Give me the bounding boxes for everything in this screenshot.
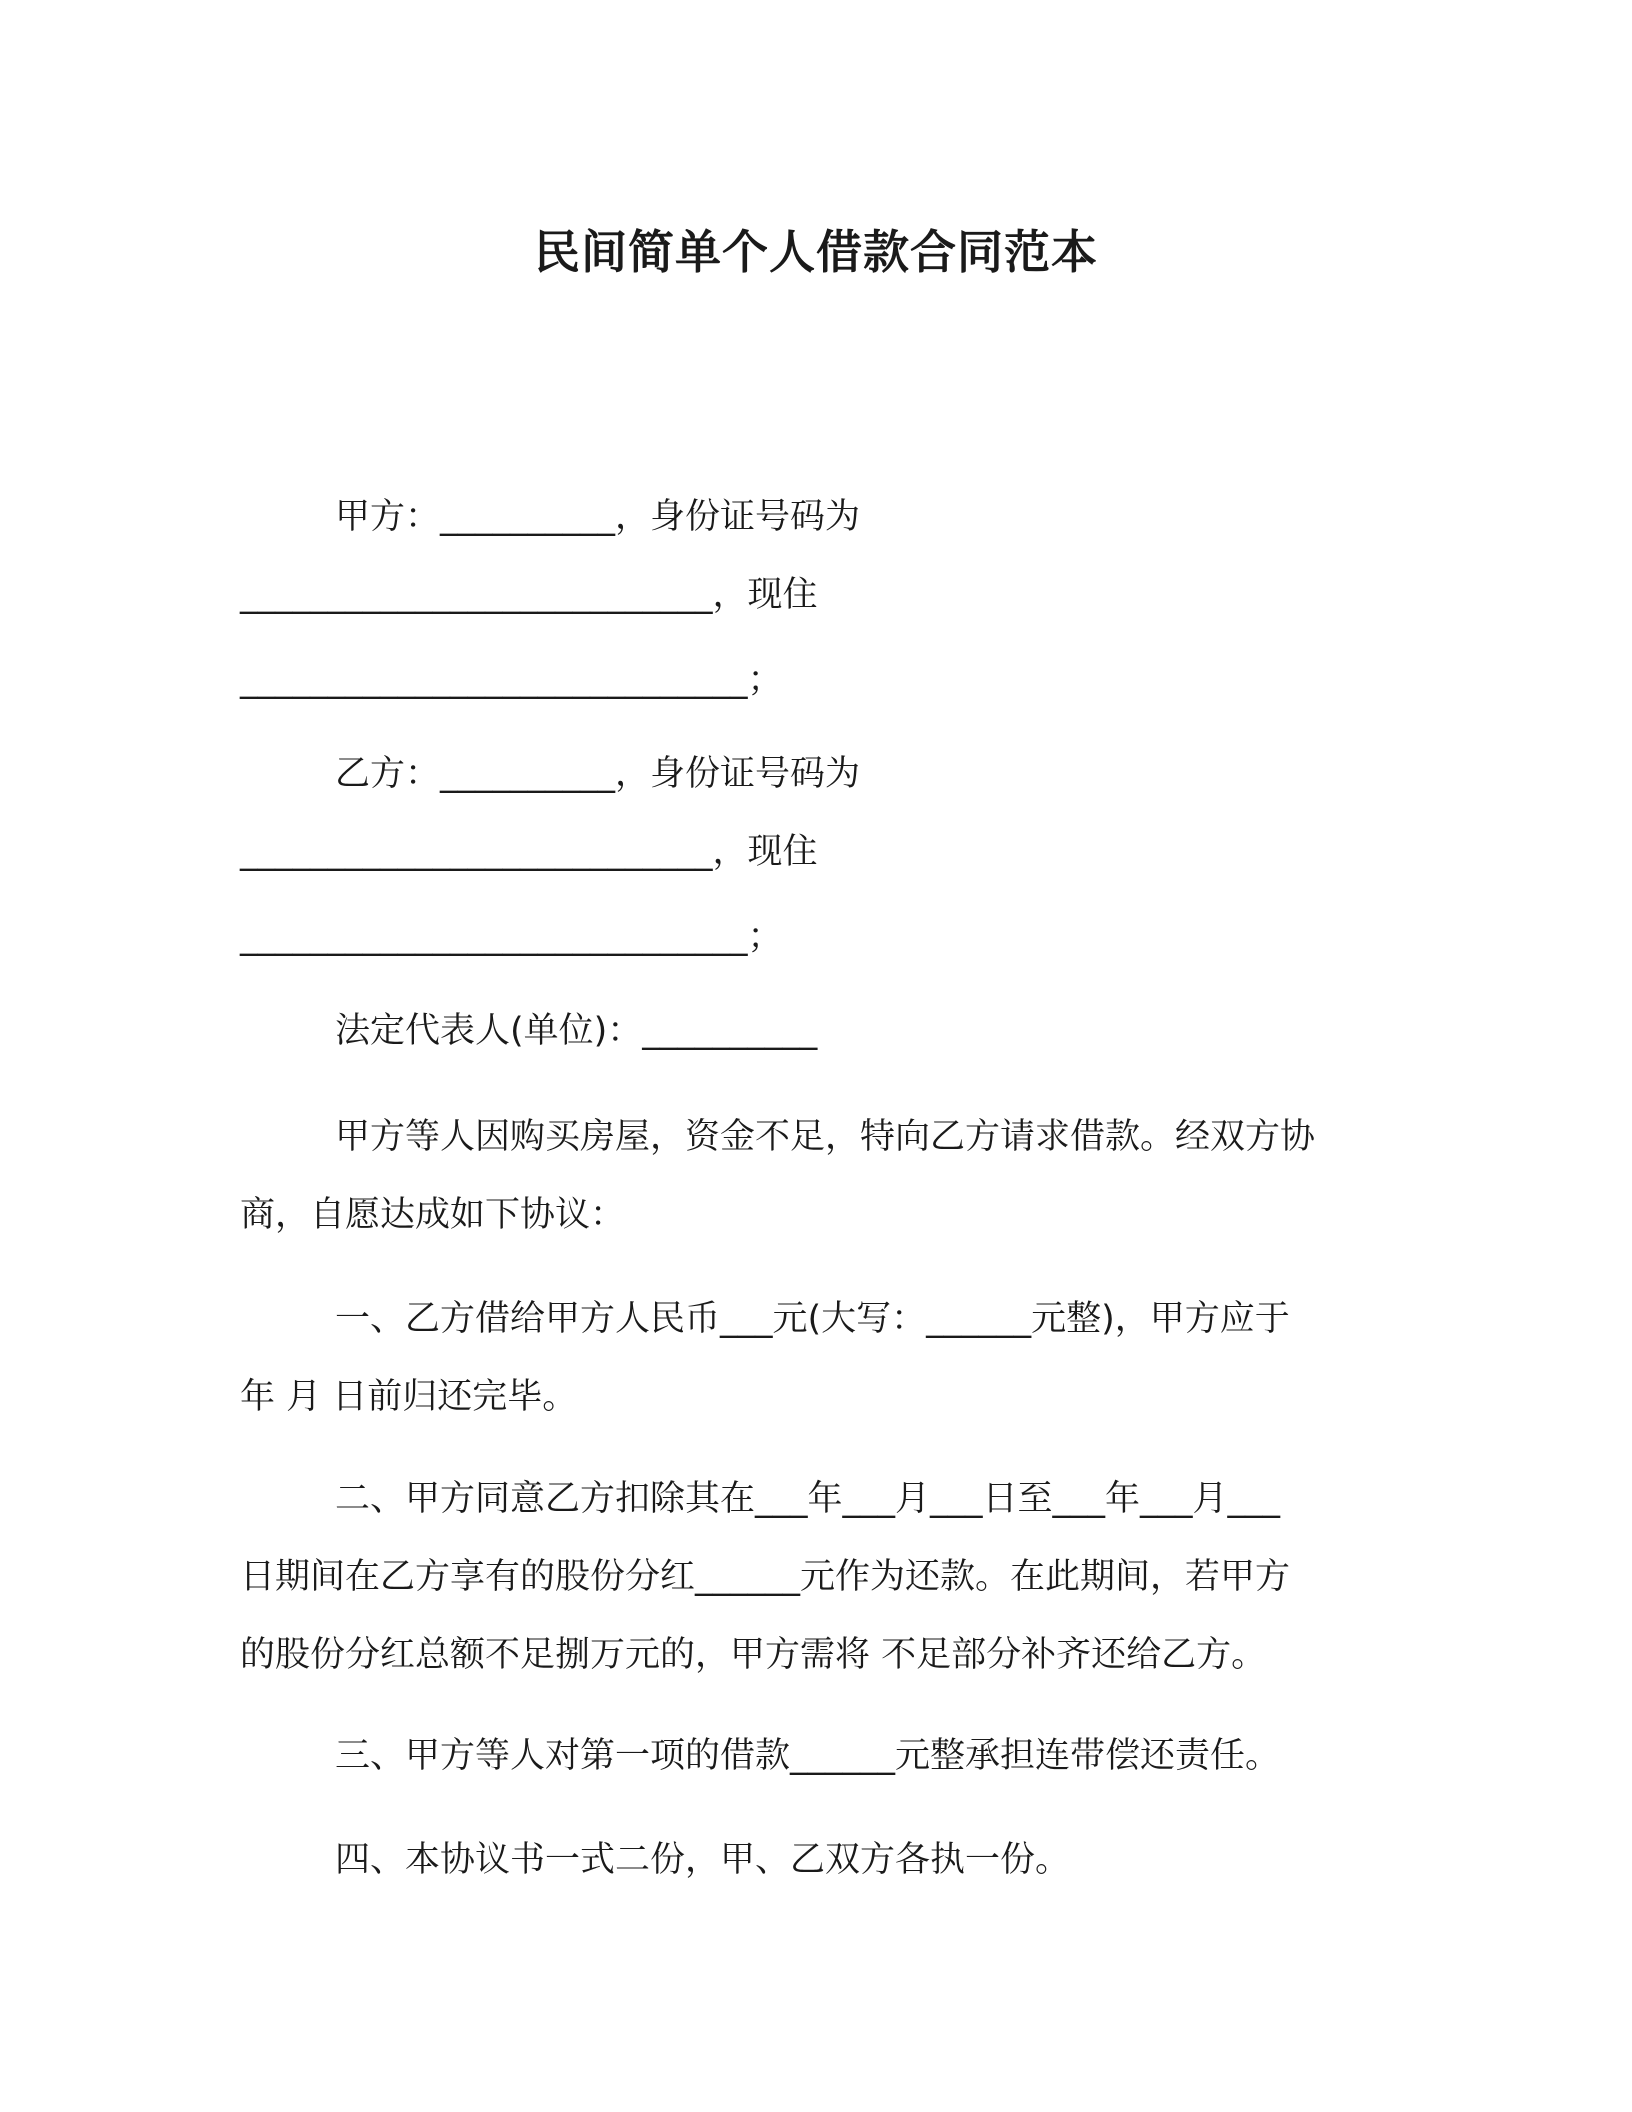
- legal-representative-line: 法定代表人(单位)：__________: [335, 1011, 818, 1051]
- clause-1-line-1: 一、乙方借给甲方人民币___元(大写：______元整)，甲方应于: [335, 1299, 1290, 1339]
- clause-2-line-1: 二、甲方同意乙方扣除其在___年___月___日至___年___月___: [335, 1479, 1281, 1519]
- preamble-line-1: 甲方等人因购买房屋，资金不足，特向乙方请求借款。经双方协: [335, 1117, 1316, 1157]
- document-title: 民间简单个人借款合同范本: [534, 225, 1098, 279]
- clause-2-line-2: 日期间在乙方享有的股份分红______元作为还款。在此期间，若甲方: [240, 1557, 1291, 1597]
- party-b-name-line: 乙方：__________，身份证号码为: [335, 754, 861, 794]
- clause-4-line: 四、本协议书一式二份，甲、乙双方各执一份。: [335, 1840, 1071, 1880]
- party-a-name-line: 甲方：__________，身份证号码为: [335, 497, 861, 537]
- party-a-id-line: ___________________________，现住: [240, 575, 818, 615]
- clause-2-line-3: 的股份分红总额不足捌万元的，甲方需将 不足部分补齐还给乙方。: [240, 1635, 1267, 1675]
- clause-1-line-2: 年 月 日前归还完毕。: [240, 1377, 578, 1417]
- clause-3-line: 三、甲方等人对第一项的借款______元整承担连带偿还责任。: [335, 1736, 1281, 1776]
- preamble-line-2: 商，自愿达成如下协议：: [240, 1195, 626, 1235]
- party-b-address-line: _____________________________；: [240, 917, 783, 957]
- party-b-id-line: ___________________________，现住: [240, 832, 818, 872]
- party-a-address-line: _____________________________；: [240, 660, 783, 700]
